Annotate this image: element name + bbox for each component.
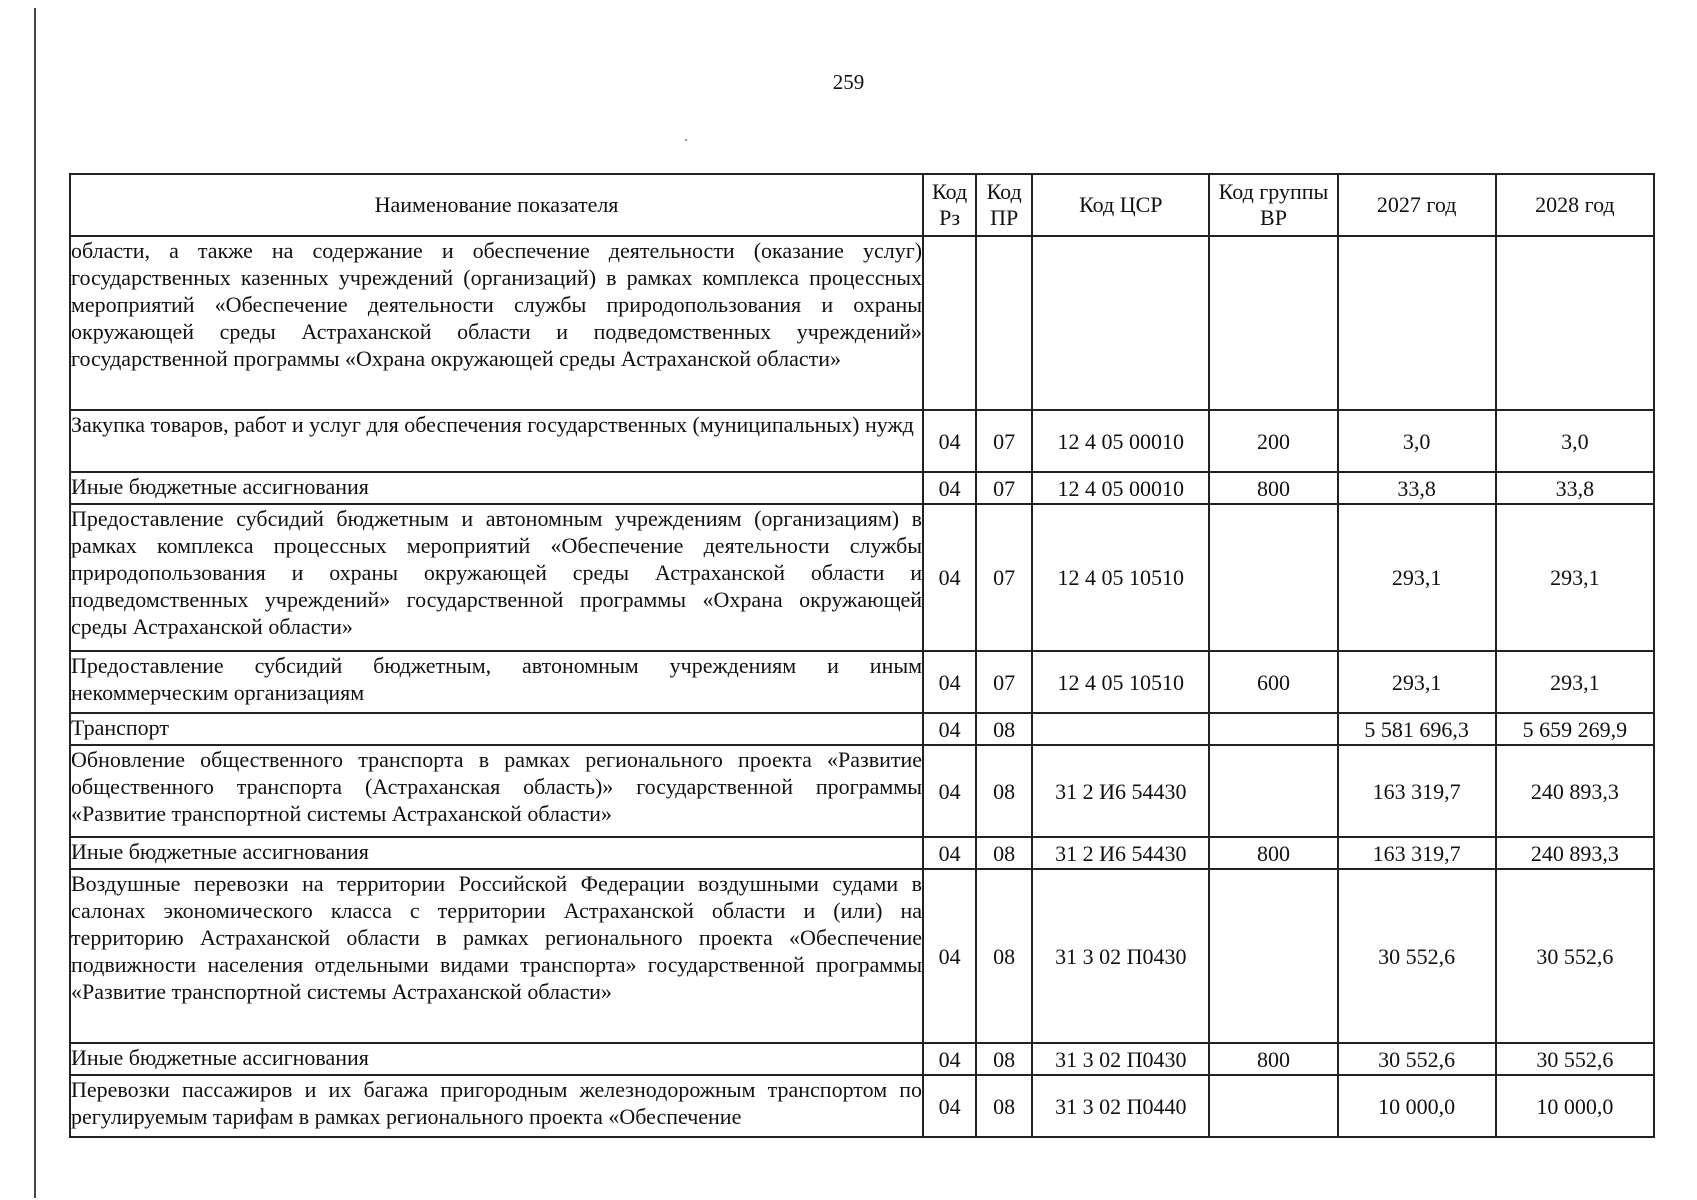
row-vr: 800 — [1209, 837, 1337, 869]
row-csr: 12 4 05 00010 — [1032, 472, 1209, 504]
row-csr: 31 3 02 П0430 — [1032, 1043, 1209, 1075]
row-csr: 12 4 05 00010 — [1032, 410, 1209, 472]
row-name: Иные бюджетные ассигнования — [70, 1043, 923, 1075]
row-name: Иные бюджетные ассигнования — [70, 837, 923, 869]
header-vr: Код группы ВР — [1209, 174, 1337, 236]
row-rz — [923, 236, 976, 410]
table-row — [70, 651, 1654, 713]
row-2028 — [1496, 236, 1654, 410]
left-margin-rule — [34, 8, 36, 1198]
row-csr: 31 2 И6 54430 — [1032, 745, 1209, 837]
row-2028: 293,1 — [1496, 651, 1654, 713]
row-2028: 293,1 — [1496, 504, 1654, 651]
row-2028: 5 659 269,9 — [1496, 713, 1654, 745]
row-pr: 07 — [976, 651, 1032, 713]
row-csr — [1032, 236, 1209, 410]
row-2028: 240 893,3 — [1496, 745, 1654, 837]
row-name: Транспорт — [70, 713, 923, 745]
table-row — [70, 837, 1654, 869]
row-vr: 800 — [1209, 1043, 1337, 1075]
row-rz: 04 — [923, 410, 976, 472]
row-csr: 31 2 И6 54430 — [1032, 837, 1209, 869]
row-2027: 10 000,0 — [1338, 1075, 1496, 1137]
row-2028: 3,0 — [1496, 410, 1654, 472]
row-pr: 07 — [976, 410, 1032, 472]
row-pr: 08 — [976, 745, 1032, 837]
row-vr — [1209, 745, 1337, 837]
table-row — [70, 1075, 1654, 1137]
row-2027 — [1338, 236, 1496, 410]
table-row — [70, 410, 1654, 472]
header-rz: Код Рз — [923, 174, 976, 236]
row-2028: 30 552,6 — [1496, 869, 1654, 1043]
row-rz: 04 — [923, 472, 976, 504]
table-row — [70, 472, 1654, 504]
row-pr — [976, 236, 1032, 410]
row-csr — [1032, 713, 1209, 745]
page-number: 259 — [832, 70, 865, 94]
row-csr: 31 3 02 П0440 — [1032, 1075, 1209, 1137]
row-2027: 30 552,6 — [1338, 1043, 1496, 1075]
row-2027: 293,1 — [1338, 651, 1496, 713]
row-2027: 3,0 — [1338, 410, 1496, 472]
row-rz: 04 — [923, 651, 976, 713]
row-csr: 12 4 05 10510 — [1032, 504, 1209, 651]
row-rz: 04 — [923, 504, 976, 651]
row-rz: 04 — [923, 745, 976, 837]
table-row — [70, 1043, 1654, 1075]
row-vr: 200 — [1209, 410, 1337, 472]
row-vr — [1209, 1075, 1337, 1137]
table-row — [70, 745, 1654, 837]
row-vr: 600 — [1209, 651, 1337, 713]
row-2027: 33,8 — [1338, 472, 1496, 504]
header-pr: Код ПР — [976, 174, 1032, 236]
table-row — [70, 236, 1654, 410]
row-2028: 240 893,3 — [1496, 837, 1654, 869]
row-vr — [1209, 713, 1337, 745]
row-name: Закупка товаров, работ и услуг для обеспечения государственных (муниципальных) нужд — [70, 410, 923, 472]
table-row — [70, 869, 1654, 1043]
row-name: Предоставление субсидий бюджетным и автономным учреждениям (организациям) в рамках комплекса процессных мероприятий «Обеспечение деятельности службы природопользования и охраны окружающей среды Астраханской области и подведомственных учреждений» государственной программы «Охрана окружающей среды Астраханской области» — [70, 504, 923, 651]
row-pr: 08 — [976, 837, 1032, 869]
row-vr — [1209, 236, 1337, 410]
row-pr: 08 — [976, 713, 1032, 745]
row-pr: 07 — [976, 504, 1032, 651]
row-pr: 08 — [976, 869, 1032, 1043]
budget-table — [69, 173, 1655, 1138]
row-rz: 04 — [923, 1075, 976, 1137]
scan-speck — [685, 139, 687, 141]
row-2027: 293,1 — [1338, 504, 1496, 651]
table-row — [70, 504, 1654, 651]
row-rz: 04 — [923, 837, 976, 869]
row-pr: 08 — [976, 1075, 1032, 1137]
row-pr: 07 — [976, 472, 1032, 504]
row-2028: 30 552,6 — [1496, 1043, 1654, 1075]
row-vr — [1209, 869, 1337, 1043]
row-2028: 33,8 — [1496, 472, 1654, 504]
row-2028: 10 000,0 — [1496, 1075, 1654, 1137]
row-csr: 12 4 05 10510 — [1032, 651, 1209, 713]
row-2027: 5 581 696,3 — [1338, 713, 1496, 745]
row-rz: 04 — [923, 1043, 976, 1075]
header-csr: Код ЦСР — [1032, 174, 1209, 236]
table-header-row — [70, 174, 1654, 236]
row-name: Предоставление субсидий бюджетным, автономным учреждениям и иным некоммерческим организациям — [70, 651, 923, 713]
row-name: области, а также на содержание и обеспечение деятельности (оказание услуг) государственных казенных учреждений (организаций) в рамках комплекса процессных мероприятий «Обеспечение деятельности службы природопользования и охраны окружающей среды Астраханской области и подведомственных учреждений» государственной программы «Охрана окружающей среды Астраханской области» — [70, 236, 923, 410]
row-2027: 163 319,7 — [1338, 745, 1496, 837]
row-name: Обновление общественного транспорта в рамках регионального проекта «Развитие общественного транспорта (Астраханская область)» государственной программы «Развитие транспортной системы Астраханской области» — [70, 745, 923, 837]
row-name: Перевозки пассажиров и их багажа пригородным железнодорожным транспортом по регулируемым тарифам в рамках регионального проекта «Обеспечение — [70, 1075, 923, 1137]
header-2028: 2028 год — [1496, 174, 1654, 236]
row-name: Воздушные перевозки на территории Российской Федерации воздушными судами в салонах экономического класса с территории Астраханской области и (или) на территорию Астраханской области в рамках регионального проекта «Обеспечение подвижности населения отдельными видами транспорта» государственной программы «Развитие транспортной системы Астраханской области» — [70, 869, 923, 1043]
row-vr — [1209, 504, 1337, 651]
row-vr: 800 — [1209, 472, 1337, 504]
row-2027: 30 552,6 — [1338, 869, 1496, 1043]
table-row — [70, 713, 1654, 745]
row-csr: 31 3 02 П0430 — [1032, 869, 1209, 1043]
row-name: Иные бюджетные ассигнования — [70, 472, 923, 504]
row-2027: 163 319,7 — [1338, 837, 1496, 869]
row-pr: 08 — [976, 1043, 1032, 1075]
row-rz: 04 — [923, 869, 976, 1043]
row-rz: 04 — [923, 713, 976, 745]
header-name: Наименование показателя — [70, 174, 923, 236]
header-2027: 2027 год — [1338, 174, 1496, 236]
